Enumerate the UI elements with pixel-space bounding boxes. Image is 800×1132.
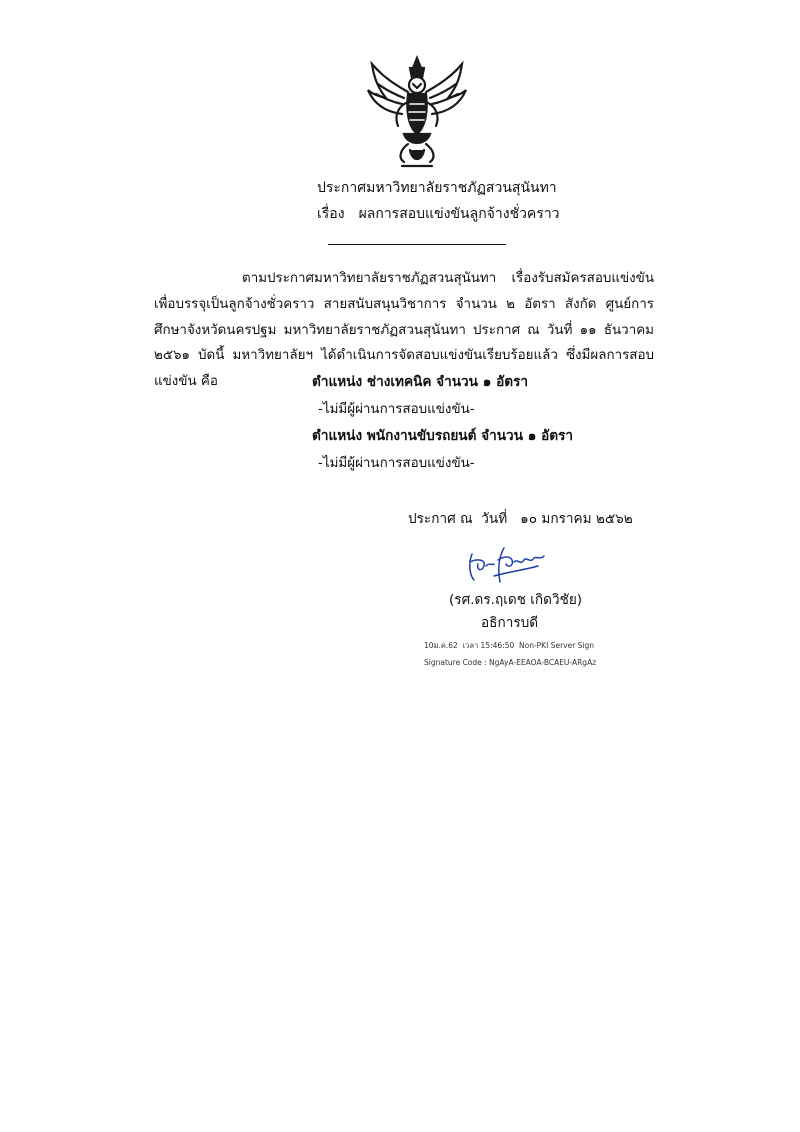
signer-name: (รศ.ดร.ฤเดช เกิดวิชัย) [449,592,583,608]
handwritten-signature-icon [464,542,550,584]
announcement-date: ประกาศ ณ วันที่ ๑๐ มกราคม ๒๕๖๒ [408,511,633,527]
signature-code: Signature Code : NgAyA-EEAOA-BCAEU-ARgAz [424,658,597,667]
announcement-subject [317,205,560,223]
position-title: ตำแหน่ง พนักงานขับรถยนต์ จำนวน ๑ อัตรา [312,428,574,444]
body-paragraph: ตามประกาศมหาวิทยาลัยราชภัฏสวนสุนันทา เรื่องรับสมัครสอบแข่งขันเพื่อบรรจุเป็นลูกจ้างชั่วคราว สายสนับสนุนวิชาการ จำนวน ๒ อัตรา สังกัด ศูนย์การศึกษาจังหวัดนครปฐม มหาวิทยาลัยราชภัฏสวนสุนันทา ประกาศ ณ วันที่ ๑๑ ธันวาคม ๒๕๖๑ บัดนี้ มหาวิทยาลัยฯ ได้ดำเนินการจัดสอบแข่งขันเรียบร้อยแล้ว ซึ่งมีผลการสอบแข่งขัน คือ [154,271,654,390]
subject-text: ผลการสอบแข่งขันลูกจ้างชั่วคราว [358,206,560,222]
announcement-title: ประกาศมหาวิทยาลัยราชภัฏสวนสุนันทา [317,180,557,196]
signer-role: อธิการบดี [481,615,539,631]
header-divider [328,244,506,245]
subject-label: เรื่อง [317,206,345,222]
garuda-emblem-icon [364,54,470,174]
position-result: -ไม่มีผู้ผ่านการสอบแข่งขัน- [318,456,475,471]
signature-timestamp: 10ม.ค.62 เวลา 15:46:50 Non-PKI Server Sign [424,641,595,650]
position-result: -ไม่มีผู้ผ่านการสอบแข่งขัน- [318,402,475,417]
position-title: ตำแหน่ง ช่างเทคนิค จำนวน ๑ อัตรา [312,374,528,390]
